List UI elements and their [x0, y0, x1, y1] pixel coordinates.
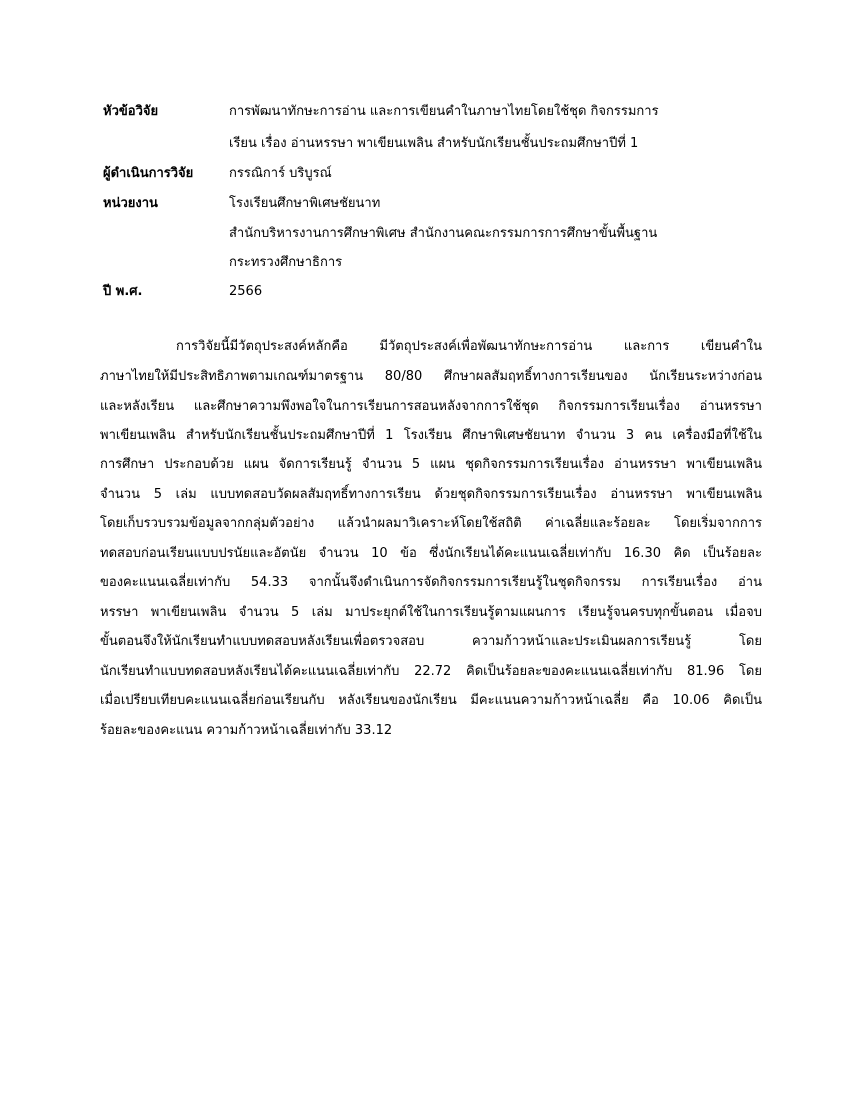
abstract-line-2: ภาษาไทยให้มีประสิทธิภาพตามเกณฑ์มาตรฐาน 80/80 ศึกษาผลสัมฤทธิ์ทางการเรียนของ นักเรียนระหว่างก่อน	[100, 369, 762, 384]
abstract-line-6: จำนวน 5 เล่ม แบบทดสอบวัดผลสัมฤทธิ์ทางการเรียน ด้วยชุดกิจกรรมการเรียนเรื่อง อ่านหรรษา พาเขียนเพลิน	[100, 487, 762, 502]
agency-line-2: สำนักบริหารงานการศึกษาพิเศษ สำนักงานคณะกรรมการการศึกษาขั้นพื้นฐาน	[229, 226, 658, 241]
abstract-line-12: นักเรียนทำแบบทดสอบหลังเรียนได้คะแนนเฉลี่ยเท่ากับ 22.72 คิดเป็นร้อยละของคะแนนเฉลี่ยเท่ากับ 81.96 โดย	[100, 664, 762, 679]
abstract-line-4: พาเขียนเพลิน สำหรับนักเรียนชั้นประถมศึกษาปีที่ 1 โรงเรียน ศึกษาพิเศษชัยนาท จำนวน 3 คน เครื่องมือที่ใช้ใน	[100, 428, 762, 443]
abstract-line-1: การวิจัยนี้มีวัตถุประสงค์หลักคือ มีวัตถุประสงค์เพื่อพัฒนาทักษะการอ่าน และการ เขียนคำใน	[176, 339, 762, 354]
abstract-line-10: หรรษา พาเขียนเพลิน จำนวน 5 เล่ม มาประยุกต์ใช้ในการเรียนรู้ตามแผนการ เรียนรู้จนครบทุกขั้นตอน เมื่อจบ	[100, 605, 762, 620]
agency-line-1: โรงเรียนศึกษาพิเศษชัยนาท	[229, 196, 381, 211]
abstract-line-13: เมื่อเปรียบเทียบคะแนนเฉลี่ยก่อนเรียนกับ หลังเรียนของนักเรียน มีคะแนนความก้าวหน้าเฉลี่ย คือ 10.06 คิดเป็น	[100, 693, 762, 708]
abstract-line-8: ทดสอบก่อนเรียนแบบปรนัยและอัตนัย จำนวน 10 ข้อ ซึ่งนักเรียนได้คะแนนเฉลี่ยเท่ากับ 16.30 คิด เป็นร้อยละ	[100, 546, 762, 561]
abstract-line-11: ขั้นตอนจึงให้นักเรียนทำแบบทดสอบหลังเรียนเพื่อตรวจสอบ ความก้าวหน้าและประเมินผลการเรียนรู้ โดย	[100, 634, 762, 649]
abstract-line-7: โดยเก็บรวบรวมข้อมูลจากกลุ่มตัวอย่าง แล้วนำผลมาวิเคราะห์โดยใช้สถิติ ค่าเฉลี่ยและร้อยละ โดยเริ่มจากการ	[100, 516, 762, 531]
abstract-line-9: ของคะแนนเฉลี่ยเท่ากับ 54.33 จากนั้นจึงดำเนินการจัดกิจกรรมการเรียนรู้ในชุดกิจกรรม การเรียนเรื่อง อ่าน	[100, 575, 762, 590]
abstract-line-3: และหลังเรียน และศึกษาความพึงพอใจในการเรียนการสอนหลังจากการใช้ชุด กิจกรรมการเรียนเรื่อง อ่านหรรษา	[100, 399, 762, 414]
research-title-label: หัวข้อวิจัย	[103, 104, 159, 119]
abstract-line-5: การศึกษา ประกอบด้วย แผน จัดการเรียนรู้ จำนวน 5 แผน ชุดกิจกรรมการเรียนเรื่อง อ่านหรรษา พาเขียนเพลิน	[100, 457, 762, 472]
researcher-name: กรรณิการ์ บริบูรณ์	[229, 166, 332, 181]
research-title-line-1: การพัฒนาทักษะการอ่าน และการเขียนคำในภาษาไทยโดยใช้ชุด กิจกรรมการ	[229, 104, 659, 119]
year-value: 2566	[229, 284, 263, 299]
research-title-line-2: เรียน เรื่อง อ่านหรรษา พาเขียนเพลิน สำหรับนักเรียนชั้นประถมศึกษาปีที่ 1	[229, 136, 639, 151]
agency-line-3: กระทรวงศึกษาธิการ	[229, 255, 343, 270]
abstract-line-14: ร้อยละของคะแนน ความก้าวหน้าเฉลี่ยเท่ากับ 33.12	[100, 723, 393, 738]
year-label: ปี พ.ศ.	[103, 284, 143, 299]
agency-label: หน่วยงาน	[103, 196, 158, 211]
researcher-label: ผู้ดำเนินการวิจัย	[103, 166, 194, 181]
